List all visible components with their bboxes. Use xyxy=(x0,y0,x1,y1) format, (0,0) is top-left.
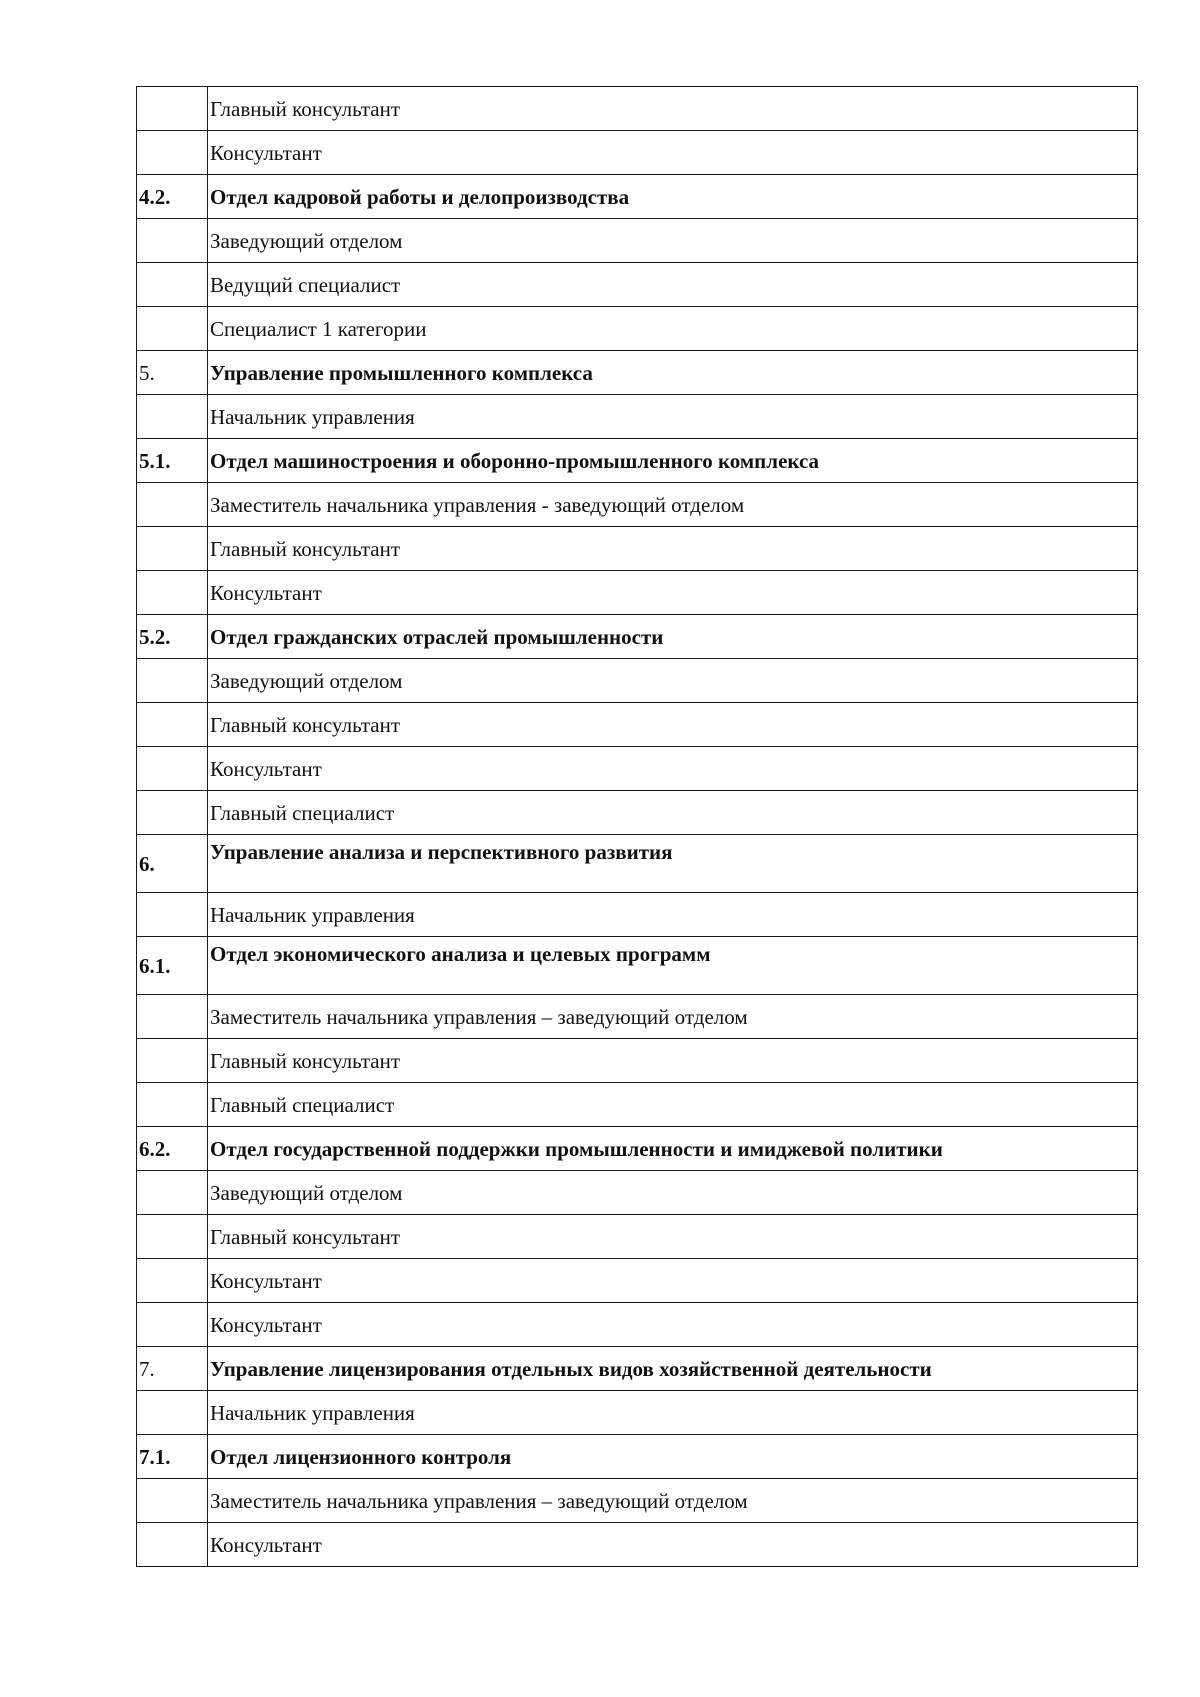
section-title-cell: Отдел лицензионного контроля xyxy=(208,1435,1138,1479)
position-row xyxy=(137,893,1138,937)
position-row xyxy=(137,219,1138,263)
section-row xyxy=(137,1127,1138,1171)
section-row xyxy=(137,615,1138,659)
position-title-cell: Заведующий отделом xyxy=(208,659,1138,703)
row-number-cell xyxy=(137,893,208,937)
position-title-cell: Ведущий специалист xyxy=(208,263,1138,307)
section-row xyxy=(137,1347,1138,1391)
row-number-cell xyxy=(137,131,208,175)
position-title-cell: Заведующий отделом xyxy=(208,219,1138,263)
position-row xyxy=(137,995,1138,1039)
position-title-cell: Главный специалист xyxy=(208,791,1138,835)
position-title-cell: Начальник управления xyxy=(208,893,1138,937)
position-title-cell: Главный консультант xyxy=(208,1215,1138,1259)
position-row xyxy=(137,571,1138,615)
section-row xyxy=(137,351,1138,395)
row-number-cell xyxy=(137,219,208,263)
row-number-cell xyxy=(137,1215,208,1259)
position-row xyxy=(137,1479,1138,1523)
position-row xyxy=(137,307,1138,351)
row-number-cell xyxy=(137,1083,208,1127)
position-title-cell: Начальник управления xyxy=(208,395,1138,439)
position-title-cell: Заведующий отделом xyxy=(208,1171,1138,1215)
position-row xyxy=(137,1259,1138,1303)
section-title-cell: Управление лицензирования отдельных видов хозяйственной деятельности xyxy=(208,1347,1138,1391)
position-title-cell: Консультант xyxy=(208,1523,1138,1567)
position-row xyxy=(137,747,1138,791)
row-number-cell xyxy=(137,1479,208,1523)
position-title-cell: Консультант xyxy=(208,571,1138,615)
position-row xyxy=(137,527,1138,571)
row-number-cell xyxy=(137,263,208,307)
row-number-cell xyxy=(137,1523,208,1567)
position-row xyxy=(137,1171,1138,1215)
position-row xyxy=(137,1083,1138,1127)
position-row xyxy=(137,263,1138,307)
row-number-cell xyxy=(137,395,208,439)
position-title-cell: Главный специалист xyxy=(208,1083,1138,1127)
row-number-cell: 6. xyxy=(137,835,208,893)
position-row xyxy=(137,1391,1138,1435)
section-row xyxy=(137,175,1138,219)
section-title-cell: Отдел гражданских отраслей промышленности xyxy=(208,615,1138,659)
position-title-cell: Заместитель начальника управления – заведующий отделом xyxy=(208,1479,1138,1523)
staff-table xyxy=(136,86,1138,1567)
row-number-cell: 6.1. xyxy=(137,937,208,995)
row-number-cell: 7.1. xyxy=(137,1435,208,1479)
row-number-cell xyxy=(137,995,208,1039)
row-number-cell xyxy=(137,87,208,131)
row-number-cell xyxy=(137,703,208,747)
position-row xyxy=(137,659,1138,703)
position-title-cell: Главный консультант xyxy=(208,1039,1138,1083)
position-row xyxy=(137,1039,1138,1083)
staff-table-body xyxy=(137,87,1138,1567)
position-title-cell: Заместитель начальника управления – заведующий отделом xyxy=(208,995,1138,1039)
position-row xyxy=(137,791,1138,835)
position-title-cell: Главный консультант xyxy=(208,527,1138,571)
section-title-cell: Отдел кадровой работы и делопроизводства xyxy=(208,175,1138,219)
position-title-cell: Консультант xyxy=(208,1303,1138,1347)
position-row xyxy=(137,483,1138,527)
position-row xyxy=(137,1215,1138,1259)
position-title-cell: Консультант xyxy=(208,131,1138,175)
section-title-cell: Управление промышленного комплекса xyxy=(208,351,1138,395)
position-title-cell: Главный консультант xyxy=(208,703,1138,747)
section-title-cell: Управление анализа и перспективного развития xyxy=(208,835,1138,893)
row-number-cell: 4.2. xyxy=(137,175,208,219)
position-title-cell: Консультант xyxy=(208,1259,1138,1303)
row-number-cell xyxy=(137,307,208,351)
position-row xyxy=(137,131,1138,175)
section-row xyxy=(137,1435,1138,1479)
position-title-cell: Начальник управления xyxy=(208,1391,1138,1435)
position-title-cell: Специалист 1 категории xyxy=(208,307,1138,351)
section-title-cell: Отдел машиностроения и оборонно-промышленного комплекса xyxy=(208,439,1138,483)
row-number-cell xyxy=(137,791,208,835)
position-row xyxy=(137,1523,1138,1567)
row-number-cell: 5.2. xyxy=(137,615,208,659)
section-row xyxy=(137,937,1138,995)
row-number-cell xyxy=(137,747,208,791)
row-number-cell: 5.1. xyxy=(137,439,208,483)
position-row xyxy=(137,87,1138,131)
row-number-cell xyxy=(137,1259,208,1303)
row-number-cell xyxy=(137,483,208,527)
position-title-cell: Консультант xyxy=(208,747,1138,791)
row-number-cell: 7. xyxy=(137,1347,208,1391)
row-number-cell xyxy=(137,527,208,571)
section-title-cell: Отдел государственной поддержки промышленности и имиджевой политики xyxy=(208,1127,1138,1171)
position-row xyxy=(137,395,1138,439)
row-number-cell: 5. xyxy=(137,351,208,395)
row-number-cell: 6.2. xyxy=(137,1127,208,1171)
position-row xyxy=(137,703,1138,747)
row-number-cell xyxy=(137,1303,208,1347)
position-title-cell: Главный консультант xyxy=(208,87,1138,131)
row-number-cell xyxy=(137,659,208,703)
section-row xyxy=(137,439,1138,483)
row-number-cell xyxy=(137,1039,208,1083)
row-number-cell xyxy=(137,571,208,615)
section-row xyxy=(137,835,1138,893)
position-row xyxy=(137,1303,1138,1347)
position-title-cell: Заместитель начальника управления - заведующий отделом xyxy=(208,483,1138,527)
section-title-cell: Отдел экономического анализа и целевых программ xyxy=(208,937,1138,995)
row-number-cell xyxy=(137,1171,208,1215)
row-number-cell xyxy=(137,1391,208,1435)
